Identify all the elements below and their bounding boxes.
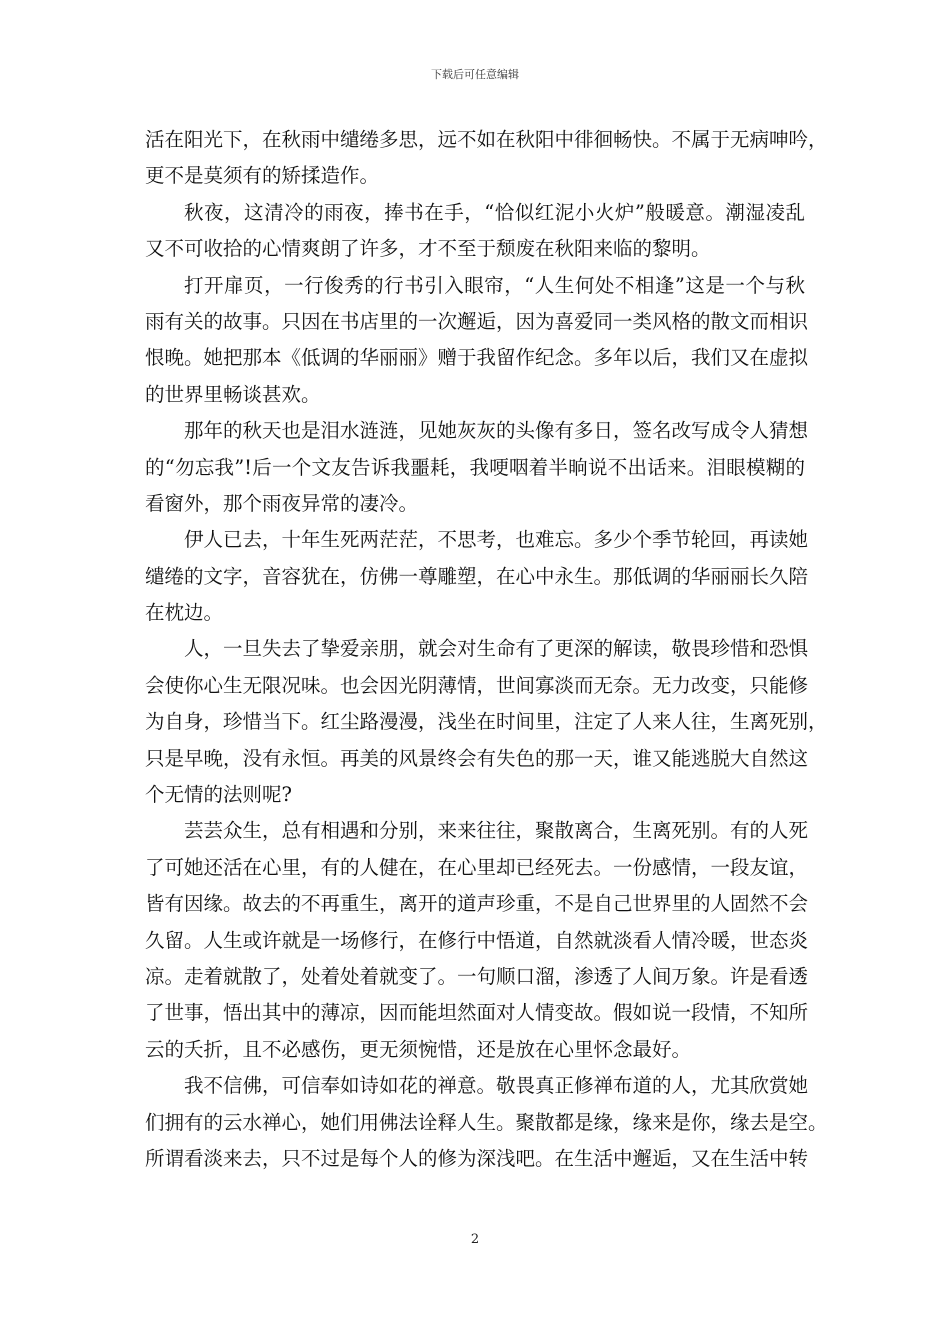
paragraph-line: 个无情的法则呢? bbox=[145, 783, 292, 807]
paragraph-line: 们拥有的云水禅心，她们用佛法诠释人生。聚散都是缘，缘来是你，缘去是空。 bbox=[145, 1110, 828, 1134]
paragraph-line: 打开扉页，一行俊秀的行书引入眼帘，“人生何处不相逢”这是一个与秋 bbox=[184, 273, 805, 297]
paragraph-line: 久留。人生或许就是一场修行，在修行中悟道，自然就淡看人情冷暖，世态炎 bbox=[145, 928, 809, 952]
paragraph-line: 凉。走着就散了，处着处着就变了。一句顺口溜，渗透了人间万象。许是看透 bbox=[145, 964, 809, 988]
paragraph-line: 的世界里畅谈甚欢。 bbox=[145, 382, 321, 406]
paragraph-line: 云的夭折，且不必感伤，更无须惋惜，还是放在心里怀念最好。 bbox=[145, 1037, 692, 1061]
paragraph-line: 恨晚。她把那本《低调的华丽丽》赠于我留作纪念。多年以后，我们又在虚拟 bbox=[145, 346, 809, 370]
paragraph-line: 了可她还活在心里，有的人健在，在心里却已经死去。一份感情，一段友谊， bbox=[145, 855, 809, 879]
paragraph-line: 了世事，悟出其中的薄凉，因而能坦然面对人情变故。假如说一段情，不知所 bbox=[145, 1001, 809, 1025]
paragraph-line: 又不可收拾的心情爽朗了许多，才不至于颓废在秋阳来临的黎明。 bbox=[145, 237, 711, 261]
paragraph-line: 芸芸众生，总有相遇和分别，来来往往，聚散离合，生离死别。有的人死 bbox=[184, 819, 809, 843]
paragraph-line: 伊人已去，十年生死两茫茫，不思考，也难忘。多少个季节轮回，再读她 bbox=[184, 528, 809, 552]
page-header: 下载后可任意编辑 bbox=[431, 68, 519, 81]
paragraph-line: 皆有因缘。故去的不再重生，离开的道声珍重，不是自己世界里的人固然不会 bbox=[145, 892, 809, 916]
paragraph-line: 只是早晚，没有永恒。再美的风景终会有失色的那一天，谁又能逃脱大自然这 bbox=[145, 746, 809, 770]
paragraph-line: 那年的秋天也是泪水涟涟，见她灰灰的头像有多日，签名改写成令人猜想 bbox=[184, 419, 809, 443]
paragraph-line: 缱绻的文字，音容犹在，仿佛一尊雕塑，在心中永生。那低调的华丽丽长久陪 bbox=[145, 564, 809, 588]
paragraph-line: 活在阳光下，在秋雨中缱绻多思，远不如在秋阳中徘徊畅快。不属于无病呻吟， bbox=[145, 128, 828, 151]
paragraph-line: 我不信佛，可信奉如诗如花的禅意。敬畏真正修禅布道的人，尤其欣赏她 bbox=[184, 1074, 809, 1098]
paragraph-line: 所谓看淡来去，只不过是每个人的修为深浅吧。在生活中邂逅，又在生活中转 bbox=[145, 1146, 809, 1170]
paragraph-line: 雨有关的故事。只因在书店里的一次邂逅，因为喜爱同一类风格的散文而相识 bbox=[145, 309, 809, 333]
paragraph-line: 秋夜，这清冷的雨夜，捧书在手，“恰似红泥小火炉”般暖意。潮湿凌乱 bbox=[184, 200, 805, 224]
paragraph-line: 在枕边。 bbox=[145, 601, 224, 625]
paragraph-line: 会使你心生无限况味。也会因光阴薄情，世间寡淡而无奈。无力改变，只能修 bbox=[145, 673, 809, 697]
page-number: 2 bbox=[470, 1232, 480, 1247]
paragraph-line: 看窗外，那个雨夜异常的凄冷。 bbox=[145, 491, 419, 515]
paragraph-line: 的“勿忘我”!后一个文友告诉我噩耗，我哽咽着半晌说不出话来。泪眼模糊的 bbox=[145, 455, 805, 479]
document-body bbox=[145, 122, 828, 1177]
paragraph-line: 为自身，珍惜当下。红尘路漫漫，浅坐在时间里，注定了人来人往，生离死别， bbox=[145, 710, 828, 734]
paragraph-line: 更不是莫须有的矫揉造作。 bbox=[145, 164, 380, 188]
paragraph-line: 人，一旦失去了挚爱亲朋，就会对生命有了更深的解读，敬畏珍惜和恐惧 bbox=[184, 637, 809, 661]
